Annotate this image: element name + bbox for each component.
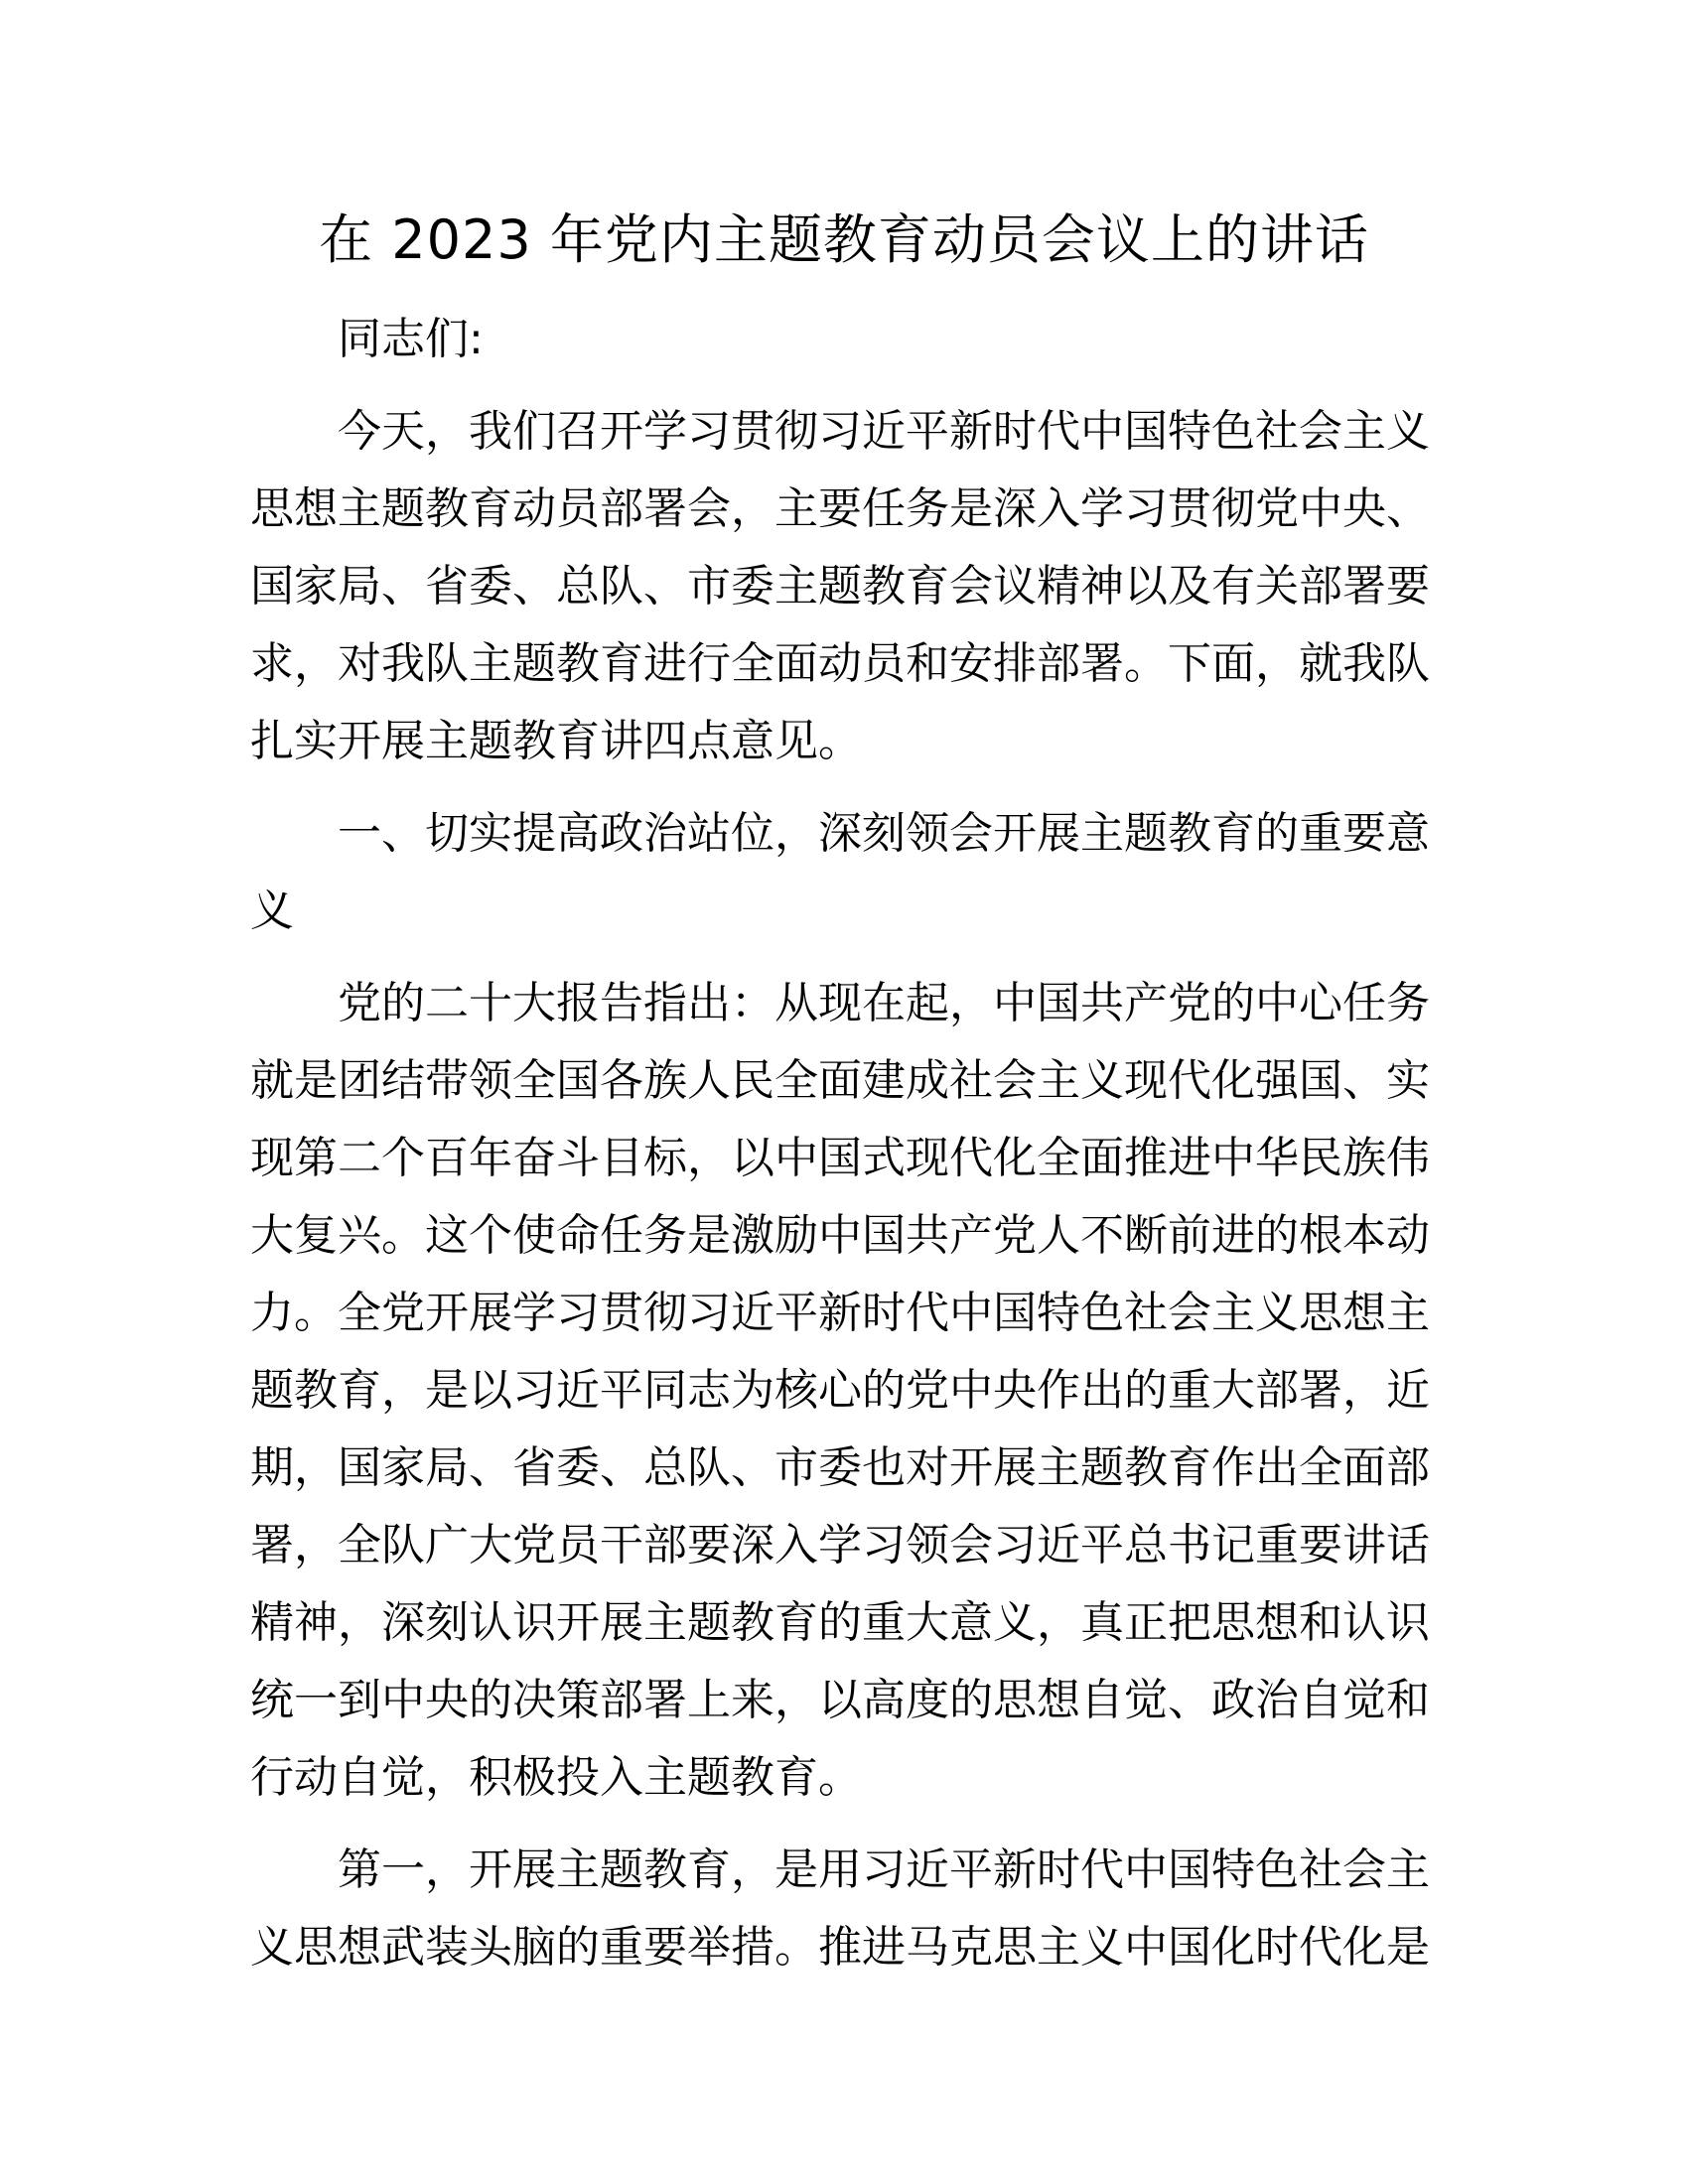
text-line: 大复兴。这个使命任务是激励中国共产党人不断前进的根本动 xyxy=(250,1210,1430,1261)
text-line: 今天，我们召开学习贯彻习近平新时代中国特色社会主义 xyxy=(338,406,1430,457)
salutation xyxy=(250,301,1432,378)
text-line: 精神，深刻认识开展主题教育的重大意义，真正把思想和认识 xyxy=(250,1597,1430,1648)
text-line: 党的二十大报告指出：从现在起，中国共产党的中心任务 xyxy=(338,978,1430,1028)
document-body xyxy=(250,301,1432,2001)
paragraph-point-1 xyxy=(250,1832,1432,1986)
document-title: 在 2023 年党内主题教育动员会议上的讲话 xyxy=(319,208,1369,271)
paragraph-body xyxy=(250,965,1432,1817)
text-line: 现第二个百年奋斗目标，以中国式现代化全面推进中华民族伟 xyxy=(250,1133,1430,1183)
text-line: 期，国家局、省委、总队、市委也对开展主题教育作出全面部 xyxy=(250,1442,1430,1493)
text-line: 统一到中央的决策部署上来，以高度的思想自觉、政治自觉和 xyxy=(250,1675,1430,1725)
text-line: 第一，开展主题教育，是用习近平新时代中国特色社会主 xyxy=(338,1844,1430,1895)
text-line: 就是团结带领全国各族人民全面建成社会主义现代化强国、实 xyxy=(250,1055,1430,1106)
text-line: 行动自觉，积极投入主题教育。 xyxy=(250,1752,862,1803)
text-line: 思想主题教育动员部署会，主要任务是深入学习贯彻党中央、 xyxy=(250,483,1430,534)
text-line: 扎实开展主题教育讲四点意见。 xyxy=(250,716,862,766)
text-line: 义 xyxy=(250,886,294,936)
text-line: 一、切实提高政治站位，深刻领会开展主题教育的重要意 xyxy=(338,808,1430,859)
text-line: 同志们: xyxy=(338,314,484,364)
text-line: 义思想武装头脑的重要举措。推进马克思主义中国化时代化是 xyxy=(250,1922,1430,1973)
text-line: 题教育，是以习近平同志为核心的党中央作出的重大部署，近 xyxy=(250,1365,1430,1416)
text-line: 署，全队广大党员干部要深入学习领会习近平总书记重要讲话 xyxy=(250,1520,1430,1570)
text-line: 力。全党开展学习贯彻习近平新时代中国特色社会主义思想主 xyxy=(250,1288,1430,1338)
text-line: 国家局、省委、总队、市委主题教育会议精神以及有关部署要 xyxy=(250,561,1430,612)
section-heading-1 xyxy=(250,795,1432,950)
paragraph-intro xyxy=(250,393,1432,780)
text-line: 求，对我队主题教育进行全面动员和安排部署。下面，就我队 xyxy=(250,638,1430,689)
